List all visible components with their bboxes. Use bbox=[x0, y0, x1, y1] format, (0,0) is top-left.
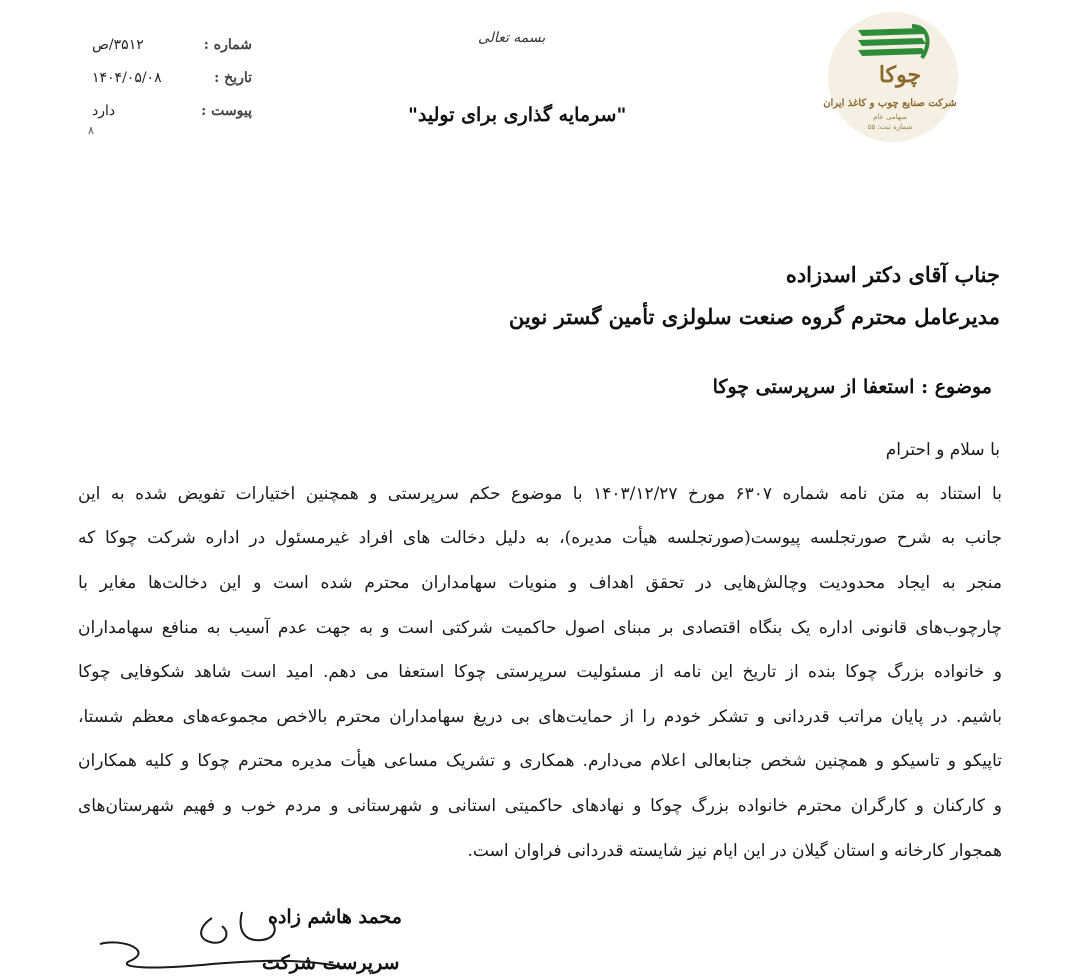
recipient-title: مدیرعامل محترم گروه صنعت سلولزی تأمین گستر نوین bbox=[508, 304, 1000, 329]
letter-meta bbox=[92, 28, 252, 127]
body-line: تاپیکو و تاسیکو و همچنین شخص جنابعالی اعلام می‌دارم. همکاری و تشریک مساعی هیأت مدیره محترم چوکا و کلیه همکاران bbox=[78, 751, 1002, 771]
signatory-title: سرپرست شرکت bbox=[262, 952, 400, 974]
logo-registration: شماره ثبت: ۵۵ bbox=[867, 123, 913, 131]
body-line: باشیم. در پایان مراتب قدردانی و تشکر خودم را از حمایت‌های بی دریغ سهامداران محترم بالاخص مجموعه‌های معظم شستا، bbox=[78, 707, 1002, 727]
logo-company-type: سهامی عام bbox=[873, 113, 907, 121]
body-line: چارچوب‌های قانونی اداره یک بنگاه اقتصادی بر مبنای اصول حاکمیت شرکتی است و به جهت عدم آسیب به منافع سهامداران bbox=[78, 618, 1002, 638]
attachment-label: پیوست : bbox=[201, 102, 252, 119]
body-line: و کارکنان و کارگران محترم خانواده بزرگ چوکا و نهادهای حاکمیتی استانی و شهرستانی و مردم خوب و فهیم شهرستان‌های bbox=[78, 796, 1002, 816]
slogan: "سرمایه گذاری برای تولید" bbox=[408, 104, 627, 126]
body-line: و خانواده بزرگ چوکا بنده از تاریخ این نامه از مسئولیت سرپرستی چوکا استعفا می دهم. امید است شاهد شکوفایی چوکا bbox=[78, 662, 1002, 682]
date-value: ۱۴۰۴/۰۵/۰۸ bbox=[92, 69, 162, 86]
paper-roll-icon bbox=[852, 22, 932, 64]
number-label: شماره : bbox=[203, 36, 252, 53]
body-line: جانب به شرح صورتجلسه پیوست(صورتجلسه هیأت مدیره)، به دلیل دخالت های افراد غیرمسئول در اداره شرکت چوکا که bbox=[78, 528, 1002, 548]
date-row bbox=[92, 61, 252, 94]
basmala: بسمه تعالی bbox=[478, 30, 546, 46]
greeting: با سلام و احترام bbox=[885, 440, 1000, 460]
meta-tick-mark: ۸ bbox=[88, 124, 94, 137]
logo-brand-text: چوکا bbox=[878, 62, 922, 88]
attachment-row bbox=[92, 94, 252, 127]
letter-subject: موضوع : استعفا از سرپرستی چوکا bbox=[712, 376, 992, 398]
signatory-name: محمد هاشم زاده bbox=[268, 906, 402, 928]
number-row bbox=[92, 28, 252, 61]
number-value: ۳۵۱۲/ص bbox=[92, 36, 144, 53]
logo-company-name: شرکت صنایع چوب و کاغذ ایران bbox=[823, 98, 957, 109]
date-label: تاریخ : bbox=[214, 69, 252, 86]
body-line: همجوار کارخانه و استان گیلان در این ایام نیز شایسته قدردانی فراوان است. bbox=[467, 841, 1002, 861]
body-line: منجر به ایجاد محدودیت وچالش‌هایی در تحقق اهداف و منویات سهامداران محترم شده است و این دخالت‌ها مغایر با bbox=[78, 573, 1002, 593]
body-line: با استناد به متن نامه شماره ۶۳۰۷ مورخ ۱۴۰۳/۱۲/۲۷ با موضوع حکم سرپرستی و همچنین اختیارات تفویض شده به این bbox=[78, 484, 1002, 504]
attachment-value: دارد bbox=[92, 102, 116, 119]
recipient-name: جناب آقای دکتر اسدزاده bbox=[785, 262, 1000, 287]
